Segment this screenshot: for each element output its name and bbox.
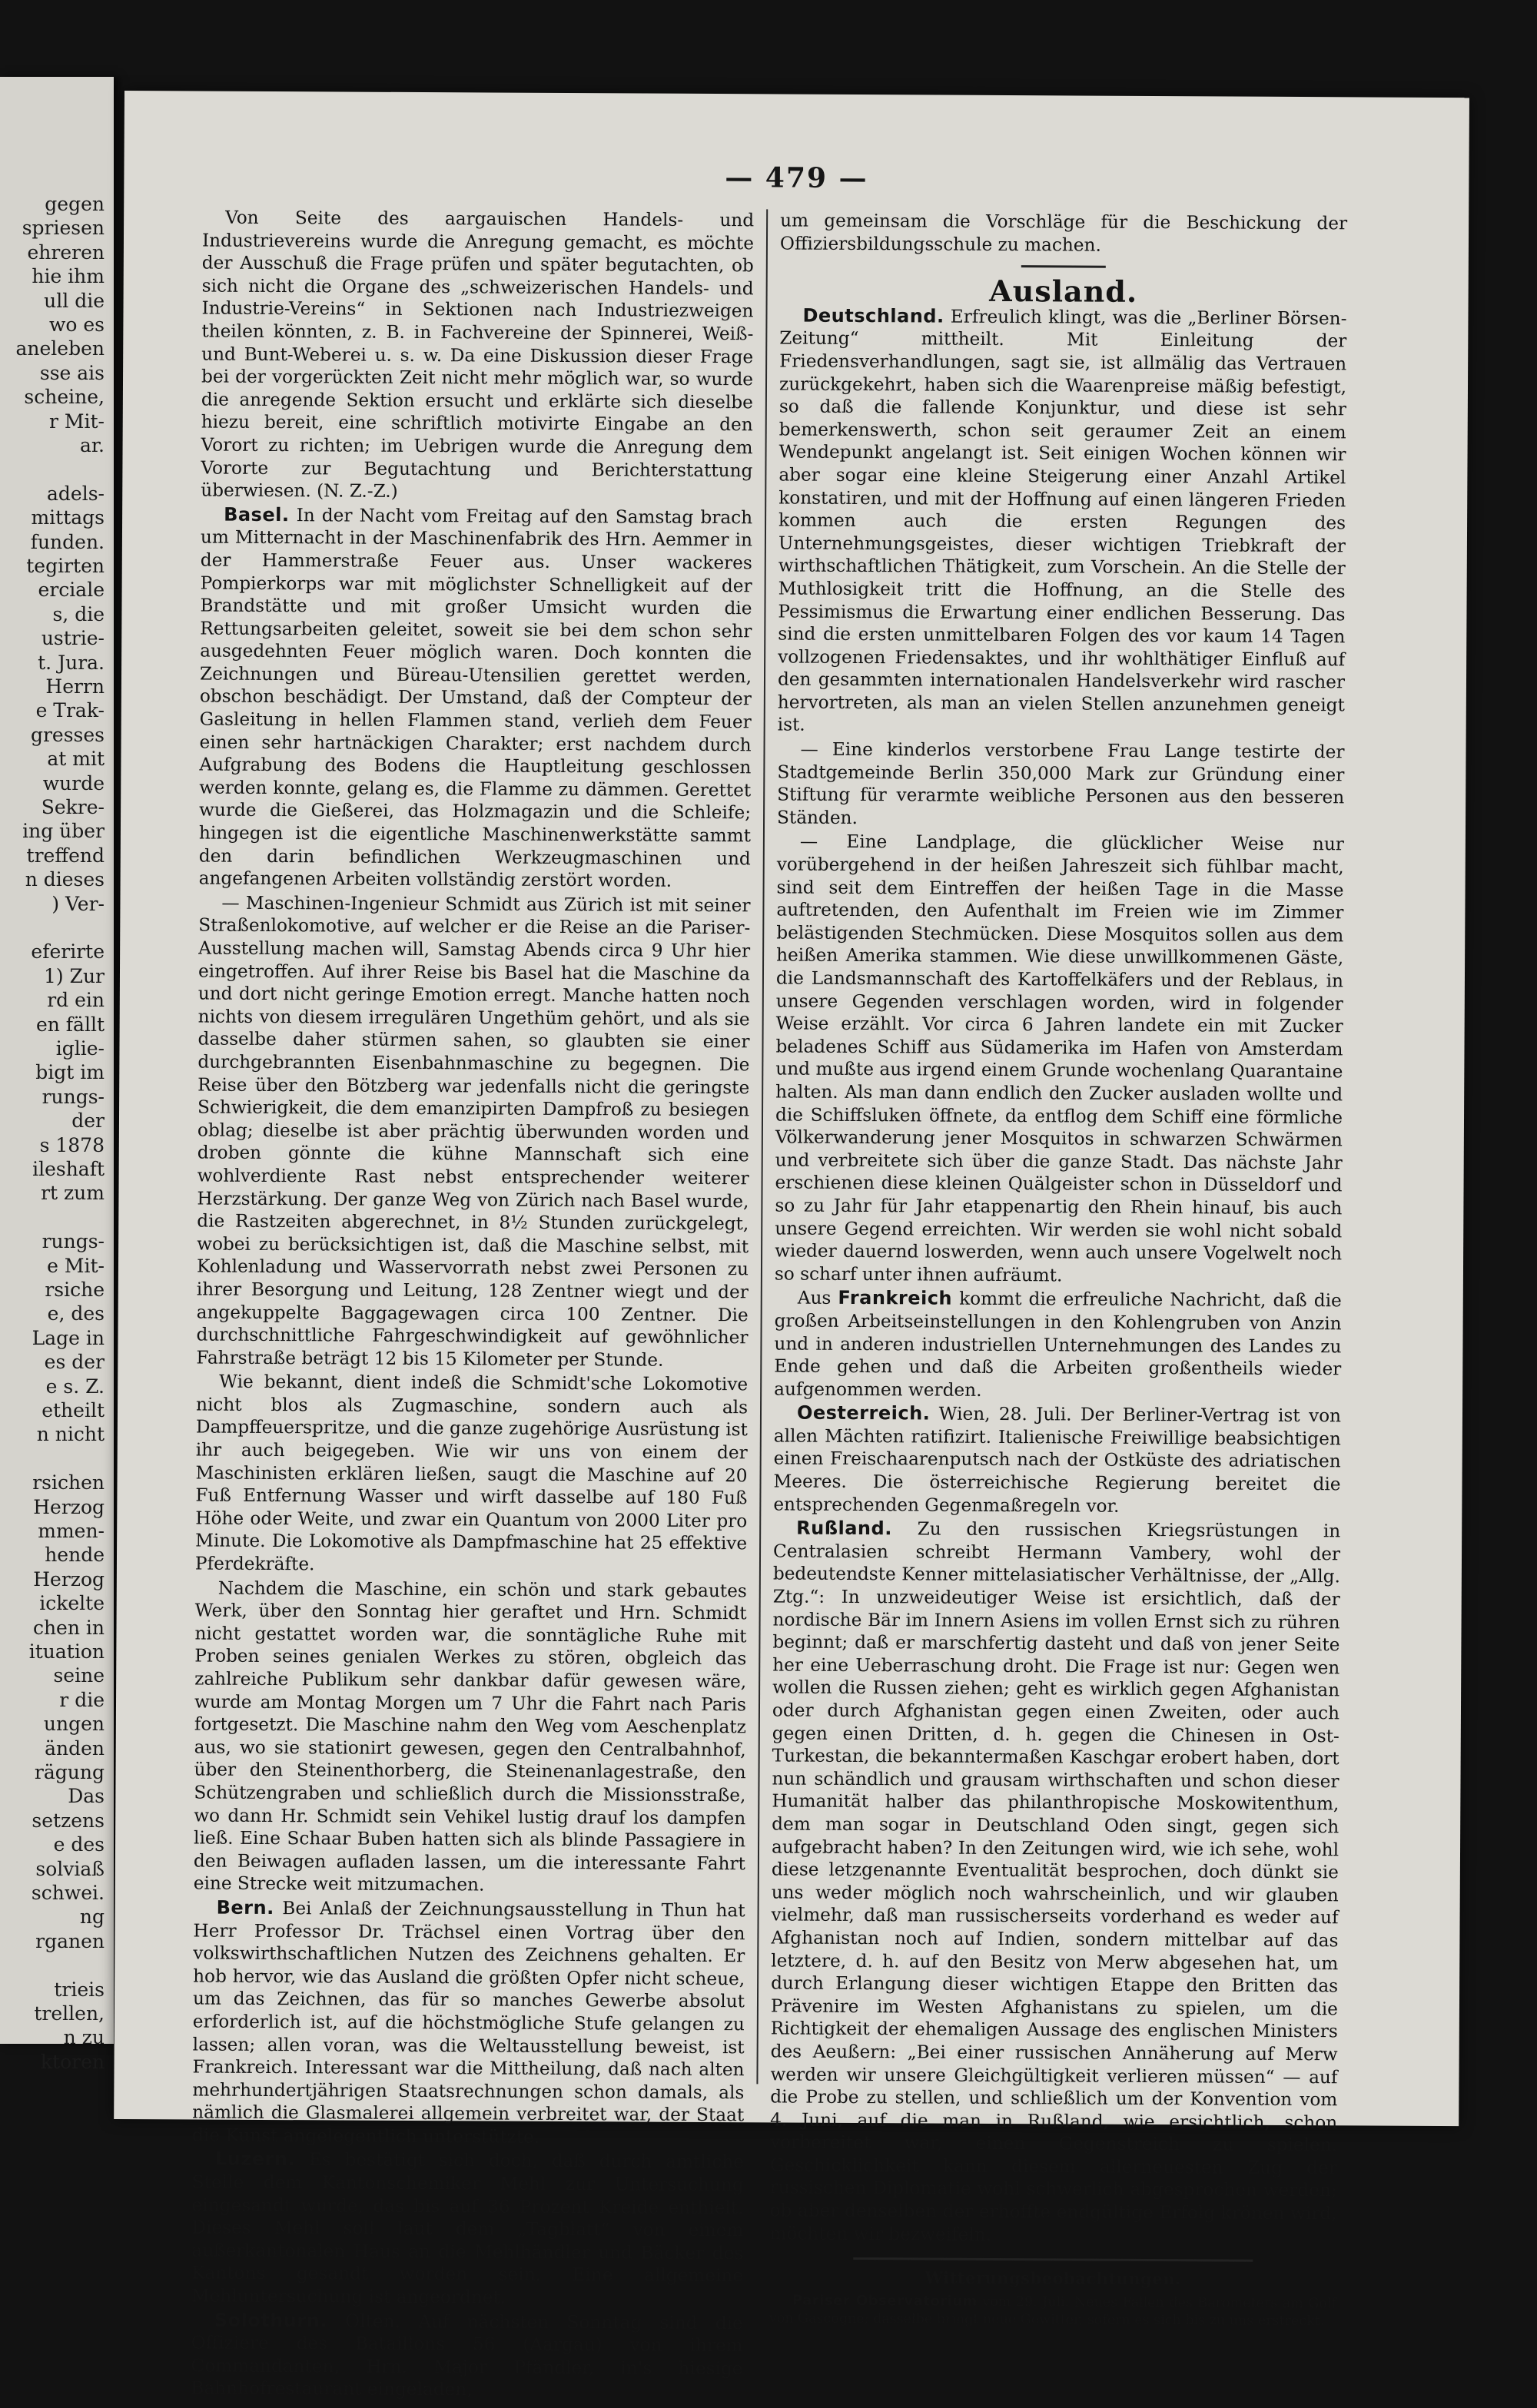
fragment-line: adels- [47, 482, 105, 505]
section-rule [1021, 265, 1106, 268]
article-text: Erfreulich klingt, was die „Berliner Börsen-Zeitung“ mittheilt. Mit Einleitung der Friedensverhandlungen, sagt sie, ist allmälig das Vertrauen zurückgekehrt, haben sich die Waarenpreise mäßig befestigt, so daß die fallende Konjunktur, und diese ist sehr bemerkenswerth, schon seit geraumer Zeit an einem Wendepunkt angelangt ist. Seit einigen Wochen können wir aber sogar eine kleine Steigerung einer Anzahl Artikel konstatiren, und mit der Hoffnung auf einen längeren Frieden kommen auch die ersten Regungen des Unternehmungsgeistes, dieser wichtigen Triebkraft der wirthschaftlichen Thätigkeit, zum Vorschein. An die Stelle der Muthlosigkeit tritt die Hoffnung, an die Stelle des Pessimismus die Erwartung einer endlichen Besserung. Das sind die ersten unmittelbaren Folgen des vor kaum 14 Tagen vollzogenen Friedensaktes, und ihr wohlthätiger Einfluß auf den gesammten internationalen Handelsverkehr wird rascher hervortreten, als man an vielen Stellen anzunehmen geneigt ist. [777, 306, 1347, 736]
fragment-line: Herrn [45, 675, 105, 698]
fragment-line: ar. [79, 434, 105, 456]
fragment-line: ing über [22, 820, 105, 843]
fragment-line: mittags [31, 506, 105, 529]
weather-text: vom 29. Juli. Neues Fallen des Barometers am Golf von Gascogne; dasselbe bringt neue Gewitter, sofern es sich bis zu uns erstreckt. [768, 2294, 1336, 2330]
fragment-line: en fällt [35, 1013, 105, 1036]
article-paragraph [774, 1287, 1342, 1404]
fragment-line: hie ihm [32, 265, 105, 288]
article-paragraph [769, 1517, 1340, 2248]
article-paragraph [195, 1371, 748, 1578]
article-head: Basel. [224, 503, 290, 526]
fragment-line: t. Jura. [38, 651, 105, 674]
article-paragraph [199, 503, 753, 893]
fragment-line: n nicht [36, 1423, 105, 1446]
fragment-line: s, die [52, 602, 105, 625]
fragment-line: rsichen [32, 1471, 105, 1494]
fragment-line: bigt im [35, 1061, 105, 1084]
fragment-line: rt zum [41, 1182, 105, 1205]
fragment-line: n zu [63, 2026, 105, 2049]
weather-rule [853, 2257, 1253, 2262]
fragment-line: der [71, 1109, 105, 1133]
fragment-line: erciale [38, 579, 105, 602]
article-paragraph [201, 207, 754, 505]
article-text: In der Nacht vom Freitag auf den Samstag brach um Mitternacht in der Maschinenfabrik des Hrn. Aemmer in der Hammerstraße Feuer aus. Unser wackeres Pompierkorps war mit möglichster Schnelligkeit auf der Brandstätte und mit großer Umsicht wurden die Rettungsarbeiten geleitet, soweit sie bei dem schon sehr ausgedehnten Feuer möglich waren. Doch konnten die Zeichnungen und Büreau-Utensilien gerettet werden, obschon beschädigt. Der Umstand, daß der Compteur der Gasleitung in hellen Flammen stand, verlieh dem Feuer einen sehr hartnäckigen Charakter; erst nachdem durch Aufgrabung des Bodens die Hauptleitung geschlossen werden konnte, gelang es, die Flamme zu dämmen. Gerettet wurde die Gießerei, das Holzmagazin und die Schleife; hingegen ist die eigentliche Maschinenwerkstätte sammt den darin befindlichen Werkzeugmaschinen und angefangenen Arbeiten vollständig zerstört worden. [198, 504, 753, 891]
article-text: — Eine Landplage, die glücklicher Weise nur vorübergehend in der heißen Jahreszeit sich fühlbar macht, sind seit dem Eintreffen der heißen Tage in die Masse auftretenden, den Aufenthalt im Freien wie im Zimmer belästigenden Stechmücken. Diese Mosquitos sollen aus dem heißen Amerika stammen. Wie diese unwillkommenen Gäste, die Landsmannschaft des Kartoffelkäfers und der Reblaus, in unsere Gegenden verschlagen worden, wird in folgender Weise erzählt. Vor circa 6 Jahren landete ein mit Zucker beladenes Schiff aus Südamerika im Hafen von Amsterdam und mußte aus irgend einem Grunde wochenlang Quarantaine halten. Als man dann endlich den Zucker ausladen wollte und die Schiffsluken öffnete, da entflog dem Schiff eine förmliche Völkerwanderung jener Mosquitos in schwarzen Schwärmen und verbreitete sich über die ganze Stadt. Das nächste Jahr erschienen diese kleinen Quälgeister schon in Düsseldorf und so zu Jahr für Jahr etappenartig den Rhein hinauf, bis auch unsere Gegend erreichten. Wir werden sie wohl nicht sobald wieder dauernd loswerden, wenn auch unsere Vogelwelt noch so scharf unter ihnen aufräumt. [774, 831, 1344, 1286]
page-number: — 479 — [725, 161, 868, 195]
newspaper-page [114, 91, 1469, 2400]
column-divider [756, 209, 768, 2084]
fragment-line: Herzog [33, 1567, 105, 1590]
fragment-line: gresses [30, 723, 105, 746]
fragment-line: iglie- [55, 1037, 105, 1060]
continuation-paragraph: um gemeinsam die Vorschläge für die Beschickung der Offiziersbildungsschule zu machen. [779, 210, 1348, 256]
fragment-line: e, des [47, 1302, 105, 1325]
fragment-line: spriesen [22, 217, 105, 240]
fragment-line: ickelte [39, 1592, 105, 1615]
fragment-line: r Mit- [49, 410, 105, 433]
weather-head: Pariser Observatorium [792, 2292, 978, 2310]
fragment-line: setzens [32, 1809, 105, 1832]
foreign-news [769, 304, 1346, 2247]
article-paragraph [773, 1402, 1341, 1519]
fragment-line: ull die [44, 289, 105, 312]
fragment-line: n dieses [25, 868, 105, 891]
fragment-line: tegirten [26, 555, 105, 577]
fragment-line: 1) Zur [43, 964, 105, 987]
fragment-line: wurde [42, 771, 105, 794]
fragment-line: ustrie- [41, 627, 105, 650]
article-text: — Eine kinderlos verstorbene Frau Lange testirte der Stadtgemeinde Berlin 350,000 Mark zur Gründung einer Stiftung für verarmte weibliche Personen aus den besseren Ständen. [776, 738, 1345, 828]
article-text: Wien, 28. Juli. Der Berliner-Vertrag ist von allen Mächten ratifizirt. Italienische Freiwillige beabsichtigen einen Freischaarenputsch nach der Ostküste des adriatischen Meeres. Die österreichische Regierung bereitet die entsprechenden Gegenmaßregeln vor. [773, 1403, 1342, 1517]
fragment-line: trieis [54, 1978, 105, 2001]
weather-title: Witterungsbeobachtungen. [925, 2267, 1181, 2289]
fragment-line: änden [45, 1736, 105, 1760]
fragment-line: es der [44, 1351, 105, 1374]
article-head: Luzern. [214, 2148, 296, 2171]
fragment-line: rungs- [41, 1230, 105, 1253]
fragment-line: ituation [28, 1640, 105, 1663]
fragment-line: sse ais [39, 361, 105, 384]
fragment-line: ehreren [27, 240, 105, 264]
article-paragraph [777, 738, 1345, 832]
fragment-line: rungs- [41, 1085, 105, 1108]
weather-report [769, 2291, 1336, 2330]
fragment-line: r die [59, 1688, 105, 1711]
article-text: kommt die erfreuliche Nachricht, daß die großen Arbeitseinstellungen in den Kohlengruben von Anzin und in anderen industriellen Unternehmungen des Landes zu Ende gehen und daß die Arbeiten großentheils wieder aufgenommen werden. [774, 1289, 1342, 1401]
fragment-line: seine [53, 1664, 105, 1687]
fragment-line: ungen [43, 1713, 105, 1736]
fragment-line: gegen [45, 193, 105, 215]
article-head: Oesterreich. [796, 1401, 931, 1425]
fragment-line: e s. Z. [45, 1375, 105, 1398]
article-text: Zu den russischen Kriegsrüstungen in Centralasien schreibt Hermann Vambery, wohl der bedeutendste Kenner mittelasiatischer Verhältnisse, der „Allg. Ztg.“: In unzweideutiger Weise ist ersichtlich, daß der nordische Bär im Innern Asiens im vollen Ernst sich zu rühren beginnt; daß er marschfertig dasteht und daß von jener Seite her eine Ueberraschung droht. Die Frage ist nur: Gegen wen wollen die Russen ziehen; geht es wirklich gegen Afghanistan oder durch Afghanistan gegen einen Zweiten, oder auch gegen einen Dritten, d. h. gegen die Chinesen in Ost-Turkestan, die bekanntermaßen Kaschgar erobert haben, dort nun schändlich und grausam wirthschaften und schon dieser Humanität halber das philanthropische Moskowitenthum, dem man sogar in Deutschland Oden singt, gegen sich aufgebracht haben? In den Zeitungen wird, wie ich sehe, wohl diese letzgenannte Eventualität besprochen, doch dünkt sie uns weder möglich noch wahrscheinlich, und wir glauben vielmehr, daß man russischerseits vorderhand es weder auf Afghanistan noch auf Indien, sondern mittelbar auf das letztere, d. h. auf den Besitz von Merw abgesehen hat, um durch Erlangung dieser wichtigen Etappe den Britten das Prävenire im Westen Afghanistans zu spielen, um die Richtigkeit der ehemaligen Aussage des englischen Ministers des Aeußern: „Bei einer russischen Annäherung auf Merw werden wir unsere Gleichgültigkeit verlieren müssen“ — auf die Probe zu stellen, und schließlich um der Konvention vom 4. Juni, auf die man in Rußland, wie ersichtlich, schon vorbereitet war, einen Gegenstreich zu spielen. Geschicklichkeit kann diesem allerneuesten Zug der russischen Diplomatie wohl schwerlich abgesprochen werden; ob aber denselben der erhoffte endgültige Erfolg krönen wird, möchten wir bezweifeln. [769, 1518, 1341, 2245]
right-column [769, 209, 1347, 2332]
article-head: Bern. [216, 1896, 274, 1919]
fragment-line: aneleben [15, 337, 105, 360]
fragment-line: e Mit- [47, 1254, 105, 1277]
article-paragraph [194, 1577, 747, 1898]
fragment-line: mmen- [38, 1520, 105, 1542]
fragment-line: rägung [34, 1761, 105, 1783]
article-text: Bei Anlaß der Zeichnungsausstellung in Thun hat Herr Professor Dr. Trächsel einen Vortrag über den volkswirthschaftlichen Nutzen des Zeichnens gehalten. Er hob hervor, wie das Ausland die größten Opfer nicht scheue, um das Zeichnen, das für so manches Gewerbe absolut erforderlich ist, auf die höchstmögliche Stufe gelangen zu lassen; allen voran, was die Weltausstellung beweist, ist Frankreich. Interessant war die Mittheilung, daß nach alten mehrhundertjährigen Staatsrechnungen schon damals, als nämlich die Glasmalerei allgemein verbreitet war, der Staat die Kunst angelegentlich unterstützte. [191, 1898, 745, 2148]
article-paragraph [191, 2148, 744, 2310]
article-lead: Aus [797, 1287, 832, 1309]
fragment-line: e des [53, 1833, 105, 1856]
fragment-line: rd ein [47, 989, 105, 1012]
fragment-line: e Trak- [35, 699, 105, 722]
fragment-line: Sekre- [41, 796, 105, 818]
article-head: Rußland. [796, 1517, 892, 1540]
article-paragraph [192, 1896, 745, 2149]
fragment-line: scheine, [24, 386, 105, 409]
fragment-line: ileshaft [32, 1158, 105, 1180]
article-text: Von Seite des aargauischen Handels- und Industrievereins wurde die Anregung gemacht, es möchte der Ausschuß die Frage prüfen und später begutachten, ob sich nicht die Organe des „schweizerischen Handels- und Industrie-Vereins“ in Sektionen nach Industriezweigen theilen könnten, z. B. in Fachvereine der Spinnerei, Weiß- und Bunt-Weberei u. s. w. Da eine Diskussion dieser Frage bei der vorgerückten Zeit nicht mehr möglich war, so wurde die anregende Sektion ersucht und erklärte sich dieselbe hiezu bereit, eine schriftlich motivirte Eingabe an den Vorort zu richten; im Uebrigen wurde die Anregung dem Vororte zur Begutachtung und Berichterstattung überwiesen. (N. Z.-Z.) [201, 207, 755, 502]
article-text: Olten. Auf nächsten Sonntag sind die Offiziere des Bataillons 56 (Aargau) von ihrem Commandanten, Hrn. Major Pfändler, in's hiesige Bahnhofrestaurant eingeladen, [191, 2310, 743, 2400]
section-title-ausland: Ausland. [989, 274, 1138, 310]
fragment-line: etheilt [41, 1399, 105, 1421]
fragment-line: wo es [48, 313, 105, 336]
fragment-line: trellen, [34, 2002, 105, 2025]
article-text: Es bestätigt sich doch, daß durch amtliche Stelle dem Kantonschemiker Mehl zur Untersuchung eingesandt wurde, das bis auf 36 Prozent Kreide enthielt. Dieses Mehl soll laut dem „Tagblatt“ von einem außerkantonalen Haus an die Mehlhändler und Bäcker des Kantons gesandt worden sein. Eine allgemeine Mehluntersuchung ist angeordnet. [191, 2149, 744, 2308]
article-paragraph [775, 831, 1344, 1289]
fragment-line: s 1878 [39, 1133, 105, 1156]
article-text: Wie bekannt, dient indeß die Schmidt'sche Lokomotive nicht blos als Zugmaschine, sondern auch als Dampffeuerspritze, und die ganze zugehörige Ausrüstung ist ihr auch beigegeben. Wie wir uns von einem der Maschinisten erklären ließen, saugt die Maschine auf 20 Fuß Entfernung Wasser und wirft dasselbe auf 180 Fuß Höhe oder Weite, und zwar ein Quantum von 2000 Liter pro Minute. Die Lokomotive als Dampfmaschine hat 25 effektive Pferdekräfte. [194, 1371, 749, 1575]
article-paragraph [191, 2309, 743, 2403]
fragment-line: ng [79, 1906, 105, 1929]
fragment-line: treffend [26, 844, 105, 867]
fragment-line: eferirte [31, 940, 105, 964]
fragment-line: hende [45, 1544, 105, 1567]
adjacent-page-fragment [0, 77, 114, 2073]
left-column [191, 207, 754, 2405]
article-paragraph [778, 304, 1347, 739]
fragment-line: at mit [47, 748, 105, 771]
fragment-line: ) Ver- [51, 892, 105, 915]
fragment-line: ktoren [40, 2050, 105, 2073]
fragment-line: solviaß [35, 1857, 105, 1880]
article-text: Nachdem die Maschine, ein schön und stark gebautes Werk, über den Sonntag hier geraftet und Hrn. Schmidt nicht gestattet worden war, die sonntägliche Ruhe mit Proben seines genialen Werkes zu stören, obgleich das zahlreiche Publikum sehr dankbar dafür gewesen wäre, wurde am Montag Morgen um 7 Uhr die Fahrt nach Paris fortgesetzt. Die Maschine nahm den Weg vom Aeschenplatz aus, wo sie stationirt gewesen, gegen den Centralbahnhof, über den Steinenthorberg, die Steinenanlagestraße, den Schützengraben und schließlich durch die Missionsstraße, wo dann Hr. Schmidt sein Vehikel lustig drauf los dampfen ließ. Eine Schaar Buben hatten sich als blinde Passagiere in den Beiwagen aufladen lassen, um die interessante Fahrt eine Strecke weit mitzumachen. [193, 1577, 747, 1896]
article-text: — Maschinen-Ingenieur Schmidt aus Zürich ist mit seiner Straßenlokomotive, auf welcher er die Reise an die Pariser-Ausstellung machen will, Samstag Abends circa 9 Uhr hier eingetroffen. Auf ihrer Reise bis Basel hat die Maschine da und dort nicht geringe Emotion erregt. Manche hatten noch nichts von diesem irregulären Ungethüm gehört, und als sie dasselbe daher stürmen sahen, so glaubten sie einer durchgebrannten Eisenbahnmaschine zu begegnen. Die Reise über den Bötzberg war jedenfalls nicht die geringste Schwierigkeit, die dem emanzipirten Dampfroß zu besiegen oblag; dieselbe ist aber prächtig überwunden worden und droben gönnte die kühne Mannschaft sich eine wohlverdiente Rast nebst entsprechender weiterer Herzstärkung. Der ganze Weg von Zürich nach Basel wurde, die Rastzeiten abgerechnet, in 8½ Stunden zurückgelegt, wobei zu berücksichtigen ist, daß die Maschine selbst, mit Kohlenladung und Wasservorrath nebst zwei Personen zu ihrer Besorgung und Leitung, 128 Zentner wiegt und der angekuppelte Baggagewagen circa 100 Zentner. Die durchschnittliche Fahrgeschwindigkeit auf gewöhnlicher Fahrstraße beträgt 12 bis 15 Kilometer per Stunde. [196, 892, 751, 1371]
fragment-line: Das [68, 1785, 105, 1808]
fragment-line: Herzog [33, 1495, 105, 1518]
article-head: Frankreich [838, 1287, 953, 1309]
fragment-line: schwei. [31, 1882, 105, 1904]
fragment-line: Lage in [32, 1326, 105, 1349]
article-head: Deutschland. [802, 304, 944, 327]
fragment-line: funden. [30, 530, 105, 553]
fragment-line: rsiche [45, 1279, 105, 1301]
article-paragraph [196, 891, 750, 1371]
fragment-line: rganen [35, 1929, 105, 1952]
article-head: Solothurn. [214, 2309, 328, 2332]
fragment-line: chen in [32, 1616, 105, 1639]
